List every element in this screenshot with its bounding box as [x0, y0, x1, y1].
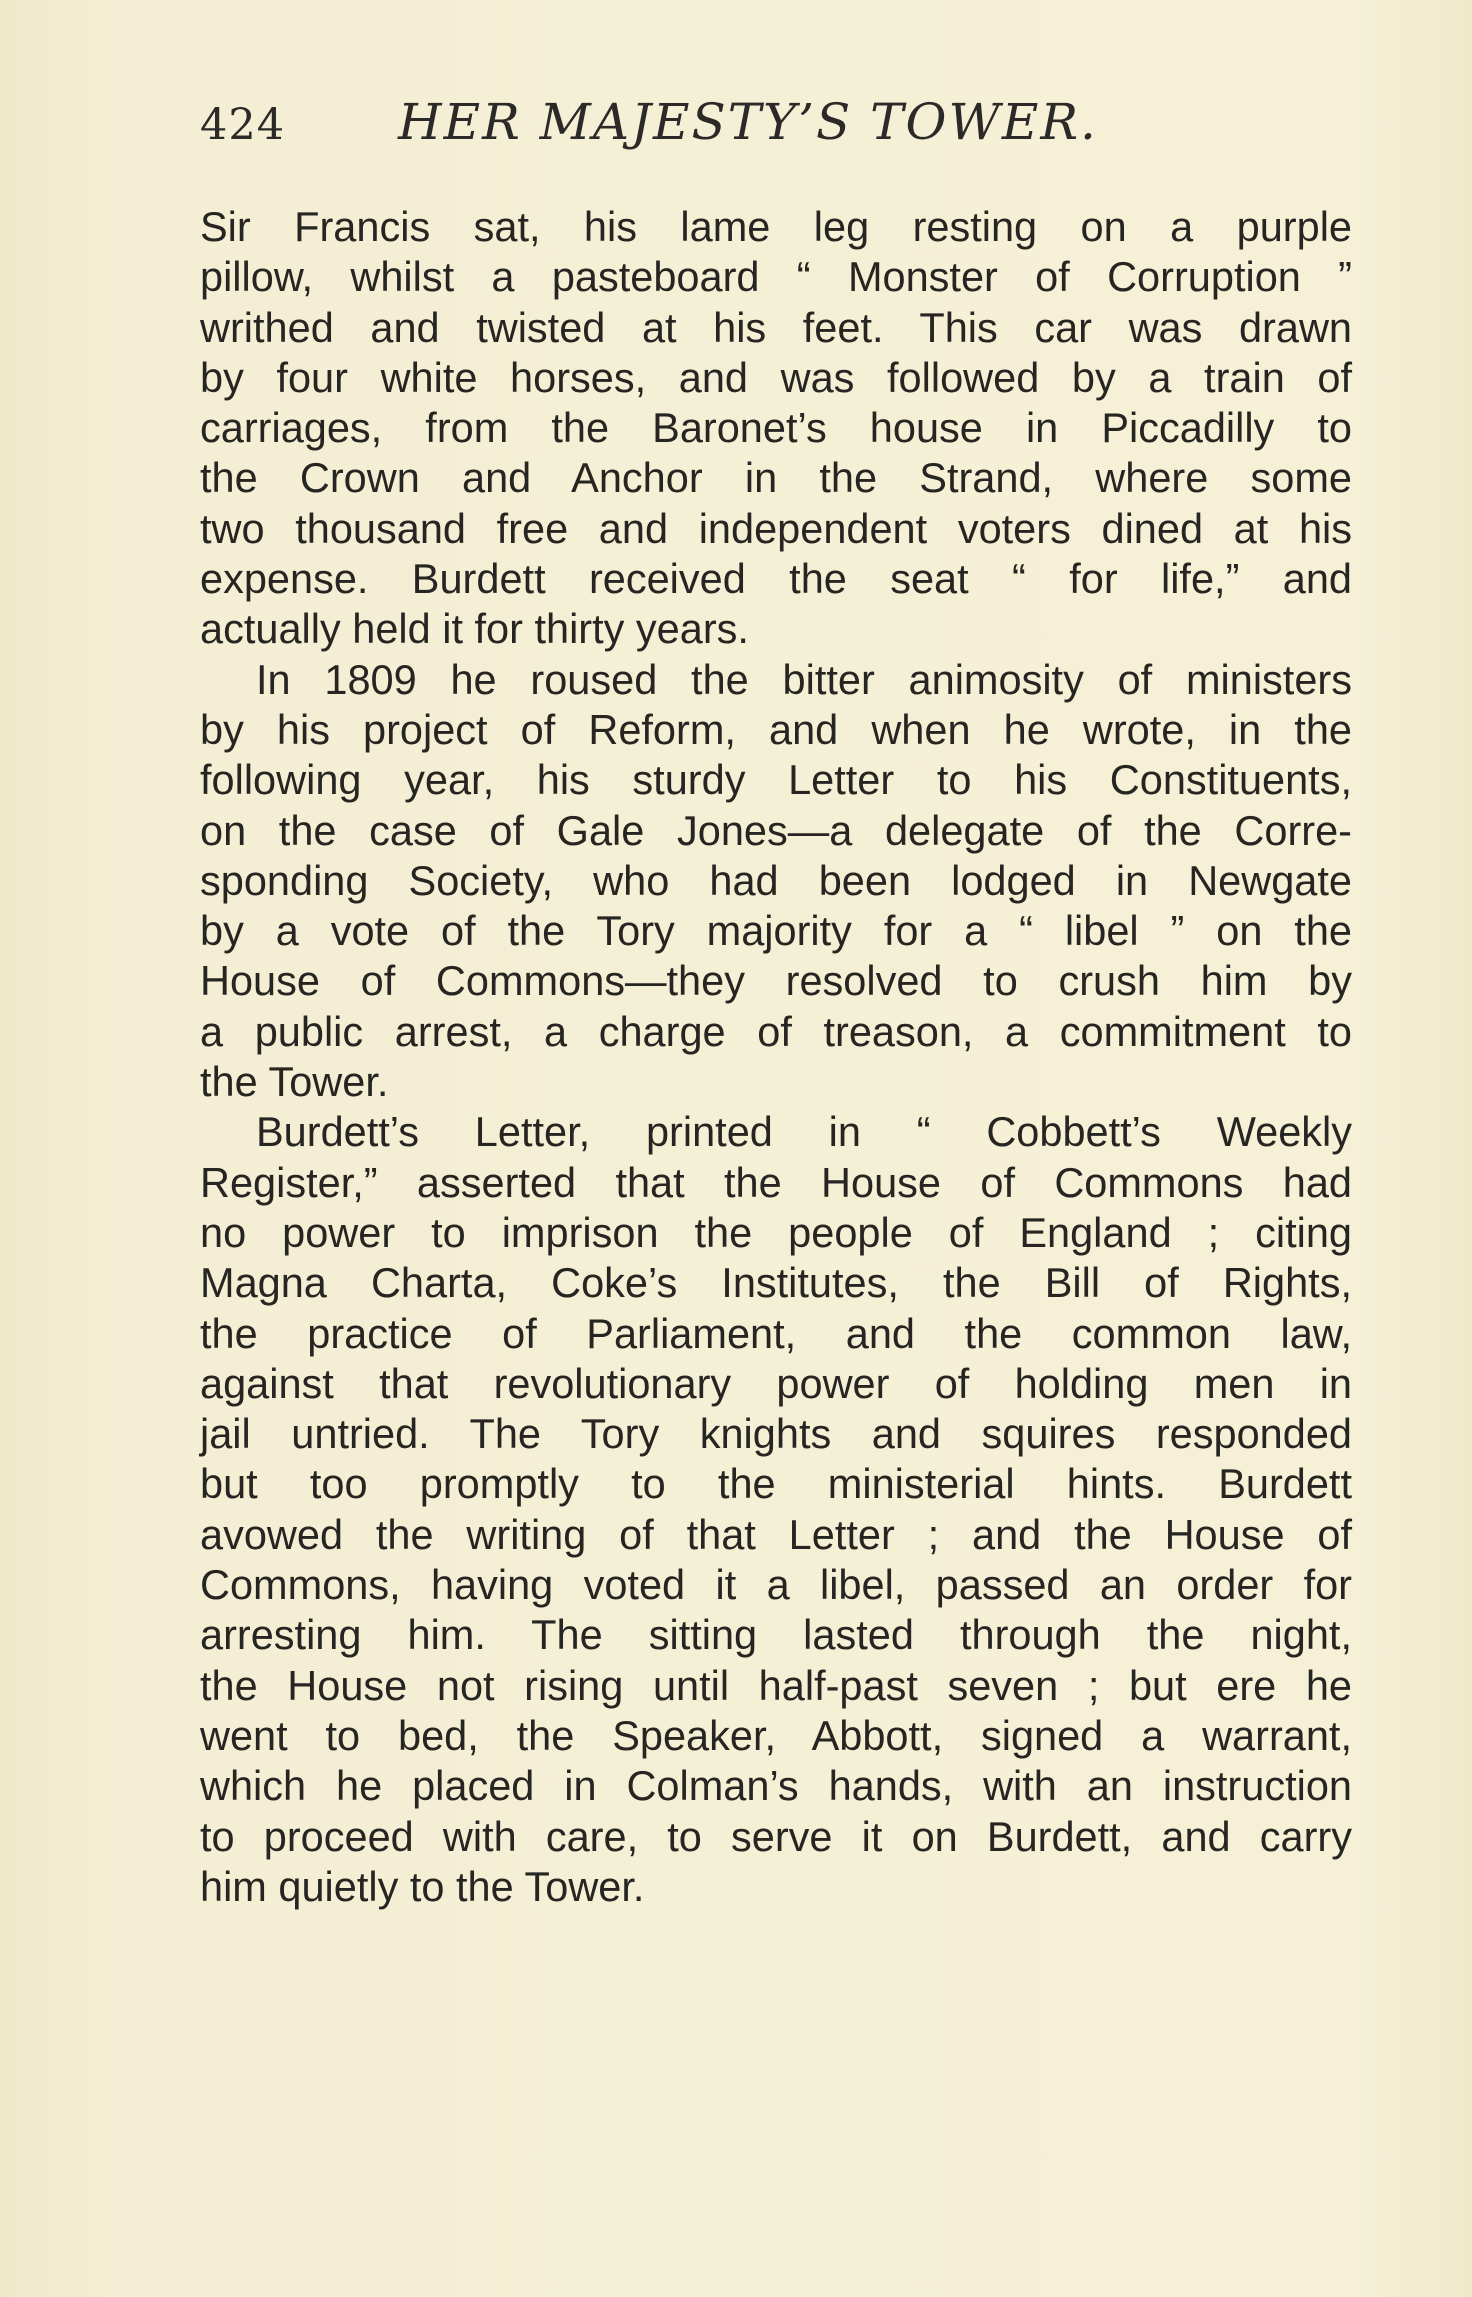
text-line: by a vote of the Tory majority for a “ libel ” on the [200, 907, 1352, 955]
text-line: the Tower. [200, 1058, 389, 1106]
text-line: Commons, having voted it a libel, passed an order for [200, 1561, 1352, 1609]
text-line: went to bed, the Speaker, Abbott, signed a warrant, [200, 1711, 1352, 1759]
text-line: In 1809 he roused the bitter animosity of ministers [256, 655, 1352, 703]
running-head [200, 92, 1350, 162]
text-line: avowed the writing of that Letter ; and the House of [200, 1510, 1352, 1558]
text-line: jail untried. The Tory knights and squires responded [200, 1410, 1352, 1458]
text-line: the practice of Parliament, and the common law, [200, 1309, 1352, 1357]
text-line: actually held it for thirty years. [200, 605, 749, 653]
text-line: by his project of Reform, and when he wrote, in the [200, 705, 1352, 753]
text-line: him quietly to the Tower. [200, 1862, 645, 1910]
text-line: Burdett’s Letter, printed in “ Cobbett’s Weekly [256, 1108, 1352, 1156]
text-line: Sir Francis sat, his lame leg resting on a purple [200, 203, 1352, 250]
page-number: 424 [200, 100, 286, 150]
text-line: Register,” asserted that the House of Commons had [200, 1158, 1352, 1206]
text-line: arresting him. The sitting lasted through the night, [200, 1611, 1352, 1659]
text-line: House of Commons—they resolved to crush him by [200, 957, 1352, 1005]
text-line: carriages, from the Baronet’s house in Piccadilly to [200, 404, 1352, 452]
text-line: writhed and twisted at his feet. This car was drawn [200, 303, 1352, 351]
text-line: the Crown and Anchor in the Strand, where some [200, 454, 1352, 502]
text-line: the House not rising until half-past seven ; but ere he [200, 1661, 1352, 1709]
text-line: Magna Charta, Coke’s Institutes, the Bill of Rights, [200, 1259, 1352, 1307]
text-line: no power to imprison the people of England ; citing [200, 1208, 1352, 1256]
text-line: by four white horses, and was followed by a train of [200, 353, 1352, 401]
text-line: to proceed with care, to serve it on Burdett, and carry [200, 1812, 1352, 1860]
text-line: which he placed in Colman’s hands, with an instruction [200, 1762, 1352, 1810]
text-line: sponding Society, who had been lodged in Newgate [200, 856, 1352, 904]
text-line: against that revolutionary power of holding men in [200, 1359, 1352, 1407]
text-line: a public arrest, a charge of treason, a commitment to [200, 1007, 1352, 1055]
text-line: two thousand free and independent voters dined at his [200, 504, 1352, 552]
text-line: following year, his sturdy Letter to his Constituents, [200, 756, 1352, 804]
text-line: pillow, whilst a pasteboard “ Monster of Corruption ” [200, 253, 1352, 301]
text-line: but too promptly to the ministerial hints. Burdett [200, 1460, 1352, 1508]
running-title: HER MAJESTY’S TOWER. [398, 93, 1098, 151]
text-line: on the case of Gale Jones—a delegate of the Corre- [200, 806, 1352, 854]
text-line: expense. Burdett received the seat “ for life,” and [200, 555, 1352, 603]
body-text [200, 202, 1352, 1912]
